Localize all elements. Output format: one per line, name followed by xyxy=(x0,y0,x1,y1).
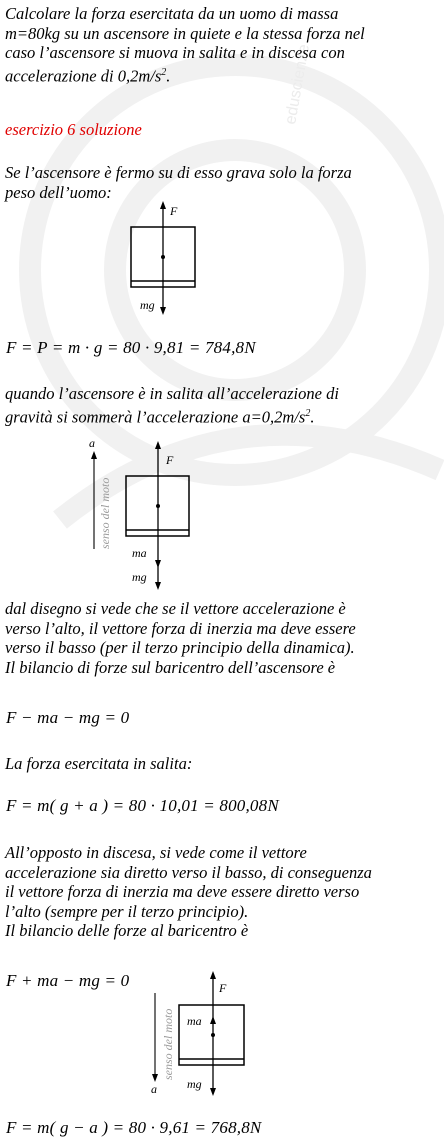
motion-direction-label: senso del moto xyxy=(98,477,112,549)
force-ma-arrowhead xyxy=(210,1016,216,1024)
text-line: caso l’ascensore si muova in salita e in discesa con xyxy=(5,43,345,62)
text-line: l’alto (sempre per il terzo principio). xyxy=(5,901,249,921)
equation-balance-downhill: F + ma − mg = 0 xyxy=(6,971,130,990)
force-label-F: F xyxy=(219,981,227,995)
motion-direction-arrow-down xyxy=(149,993,161,1083)
force-mg-arrowhead xyxy=(160,307,166,315)
force-label-ma: ma xyxy=(187,1014,202,1028)
text-line: dal disegno si vede che se il vettore accelerazione è xyxy=(5,599,346,618)
equation-balance-uphill: F − ma − mg = 0 xyxy=(6,708,130,727)
uphill-force-diagram xyxy=(120,440,200,590)
text-line: verso l’alto, il vettore forza di inerzia ma deve essere xyxy=(5,618,356,638)
text-line: m=80kg su un ascensore in quiete e la stessa forza nel xyxy=(5,23,365,43)
text-line: peso dell’uomo: xyxy=(5,182,112,202)
force-F-arrowhead xyxy=(160,201,166,209)
watermark-text: eduscienze xyxy=(282,43,313,126)
force-mg-arrowhead xyxy=(155,582,161,590)
explanation-paragraph xyxy=(5,599,437,677)
text-line: quando l’ascensore è in salita all’accelerazione di xyxy=(5,384,339,403)
text-line: Il bilancio delle forze al baricentro è xyxy=(5,921,249,940)
force-F-arrowhead xyxy=(210,971,216,979)
force-label-mg: mg xyxy=(140,298,155,312)
force-F-arrowhead xyxy=(155,441,161,449)
rest-paragraph xyxy=(5,163,437,202)
problem-statement xyxy=(5,4,437,86)
downhill-paragraph xyxy=(5,843,437,941)
text-line: Calcolare la forza esercitata da un uomo di massa xyxy=(5,4,339,23)
force-label-mg: mg xyxy=(187,1077,202,1091)
text-line: il vettore forza di inerzia ma deve essere diretto verso xyxy=(5,882,360,901)
equation-uphill: F = m( g + a ) = 80 · 10,01 = 800,08N xyxy=(6,796,279,815)
force-ma-arrowhead xyxy=(155,560,161,568)
text-line: All’opposto in discesa, si vede come il vettore xyxy=(5,843,307,862)
text-line: Il bilancio di forze sul baricentro dell’ascensore è xyxy=(5,657,336,677)
text-line: gravità si sommerà l’accelerazione $a=0,2m/s^2$. xyxy=(5,407,315,426)
rest-force-diagram xyxy=(125,200,205,315)
equation-rest: F = P = m · g = 80 · 9,81 = 784,8N xyxy=(6,338,256,357)
force-label-F: F xyxy=(170,204,178,218)
equation-downhill: F = m( g − a ) = 80 · 9,61 = 768,8N xyxy=(6,1118,262,1137)
force-label-mg: mg xyxy=(132,570,147,584)
uphill-paragraph xyxy=(5,384,437,427)
force-label-ma: ma xyxy=(132,546,147,560)
text-line: Se l’ascensore è fermo su di esso grava solo la forza xyxy=(5,163,352,182)
text-line: verso il basso (per il terzo principio della dinamica). xyxy=(5,638,355,657)
force-mg-arrowhead xyxy=(210,1088,216,1096)
text-line: accelerazione sia diretto verso il basso, di conseguenza xyxy=(5,862,372,882)
acceleration-label: a xyxy=(89,436,95,450)
solution-title: esercizio 6 soluzione xyxy=(5,120,142,139)
uphill-force-text: La forza esercitata in salita: xyxy=(5,754,193,773)
force-label-F: F xyxy=(166,453,174,467)
motion-direction-label: senso del moto xyxy=(161,1008,175,1080)
acceleration-label: a xyxy=(151,1082,157,1096)
text-line: accelerazione di $0,2m/s^2$. xyxy=(5,66,171,85)
